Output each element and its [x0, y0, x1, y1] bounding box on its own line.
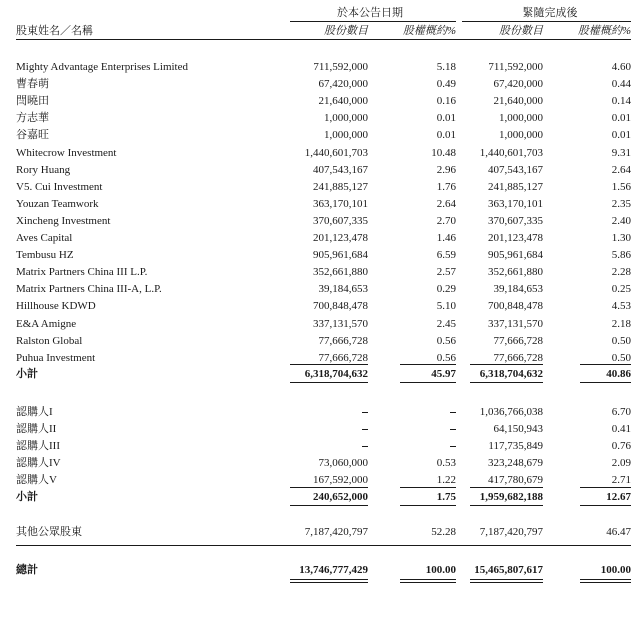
row-pct-1: 0.49	[436, 78, 456, 91]
row-shares-1: 700,848,478	[313, 300, 368, 313]
row-name: Xincheng Investment	[16, 214, 111, 227]
row-name: Aves Capital	[16, 232, 73, 244]
row-shares-2: 67,420,000	[493, 78, 543, 91]
row-pct-2: 4.53	[611, 300, 631, 313]
header-group-after-completion: 緊隨完成後	[522, 7, 578, 19]
subtotal2-rule	[470, 487, 543, 488]
row-name: Puhua Investment	[16, 351, 96, 364]
total-top-rule	[16, 545, 631, 546]
row-shares-1: 1,440,601,703	[304, 146, 368, 159]
row-pct-2: 1.56	[611, 180, 631, 193]
row-pct-2: 0.50	[611, 334, 631, 347]
subtotal1-shares-2: 6,318,704,632	[479, 368, 543, 380]
row-pct-1: 0.53	[436, 457, 456, 469]
row-shares-1: 21,640,000	[318, 95, 368, 108]
row-pct-2: 0.41	[611, 423, 631, 435]
row-name: 認購人I	[16, 406, 53, 418]
row-shares-2: 77,666,728	[493, 334, 543, 347]
row-name: 認購人III	[16, 440, 60, 452]
row-pct-1: 2.70	[436, 214, 456, 227]
subtotal2-bottom-rule	[470, 505, 543, 506]
row-shares-2: 711,592,000	[488, 61, 543, 73]
subtotal1-label: 小計	[16, 368, 38, 380]
subtotal2-rule	[400, 487, 456, 488]
total-double-rule	[580, 582, 631, 583]
row-pct-1: 5.10	[436, 300, 456, 313]
row-name: 認購人IV	[16, 457, 61, 469]
row-name: 谷嘉旺	[16, 129, 49, 142]
row-pct-1: 0.01	[436, 112, 456, 125]
row-shares-2: 363,170,101	[488, 197, 543, 210]
subtotal1-rule	[290, 364, 368, 365]
row-name: Mighty Advantage Enterprises Limited	[16, 61, 188, 73]
row-pct-1: 1.76	[436, 180, 456, 193]
row-pct-1: 2.45	[436, 317, 456, 330]
row-shares-2: 21,640,000	[493, 95, 543, 108]
total-double-rule	[400, 582, 456, 583]
subtotal2-pct-2: 12.67	[606, 491, 631, 503]
subtotal1-rule	[470, 364, 543, 365]
row-shares-1: 370,607,335	[313, 214, 368, 227]
row-shares-2: 64,150,943	[493, 423, 543, 435]
row-shares-1: 201,123,478	[313, 232, 368, 244]
dash-icon	[450, 446, 456, 447]
row-shares-1	[270, 439, 368, 453]
public-pct-2: 46.47	[606, 526, 631, 538]
row-shares-1: 352,661,880	[313, 266, 368, 279]
subtotal1-bottom-rule	[470, 382, 543, 383]
row-pct-2: 0.25	[611, 283, 631, 296]
total-pct-2: 100.00	[600, 564, 631, 576]
row-name: V5. Cui Investment	[16, 180, 103, 193]
header-bottom-rule	[16, 39, 631, 40]
row-shares-1: 39,184,653	[318, 283, 368, 296]
row-shares-2: 417,780,679	[488, 474, 543, 486]
row-shares-2: 117,735,849	[488, 440, 543, 452]
row-pct-2: 0.76	[611, 440, 631, 452]
row-shares-1	[270, 405, 368, 419]
header-shares-2: 股份數目	[499, 25, 543, 37]
row-shares-2: 1,000,000	[499, 112, 543, 125]
row-pct-1: 0.29	[436, 283, 456, 296]
subtotal2-label: 小計	[16, 491, 38, 503]
row-shares-1: 905,961,684	[313, 249, 368, 262]
row-shares-2: 700,848,478	[488, 300, 543, 313]
row-name: Youzan Teamwork	[16, 197, 99, 210]
header-underline-2	[462, 21, 631, 22]
row-pct-1: 2.64	[436, 197, 456, 210]
row-name: 認購人V	[16, 474, 57, 486]
row-pct-2: 6.70	[611, 406, 631, 418]
total-double-rule	[470, 582, 543, 583]
row-shares-2: 323,248,679	[488, 457, 543, 469]
row-pct-2: 2.18	[611, 317, 631, 330]
row-pct-2: 2.64	[611, 163, 631, 176]
row-shares-2: 241,885,127	[488, 180, 543, 193]
public-shares-1: 7,187,420,797	[304, 526, 368, 538]
row-shares-2: 407,543,167	[488, 163, 543, 176]
row-pct-2: 0.01	[611, 112, 631, 125]
public-shareholders-label: 其他公眾股東	[16, 526, 82, 538]
total-shares-2: 15,465,807,617	[474, 564, 543, 576]
row-pct-2: 9.31	[611, 146, 631, 159]
row-pct-1: 10.48	[431, 146, 456, 159]
subtotal1-pct-2: 40.86	[606, 368, 631, 380]
row-pct-1	[390, 439, 456, 453]
total-double-rule	[400, 579, 456, 580]
header-pct-2: 股權概約%	[577, 25, 631, 37]
row-name: Ralston Global	[16, 334, 83, 347]
row-shares-2: 337,131,570	[488, 317, 543, 330]
dash-icon	[362, 429, 368, 430]
row-pct-2: 5.86	[611, 249, 631, 262]
row-shares-2: 905,961,684	[488, 249, 543, 262]
header-shares-1: 股份數目	[324, 25, 368, 37]
header-underline-1	[290, 21, 456, 22]
row-pct-1: 1.22	[436, 474, 456, 486]
row-shares-1: 1,000,000	[324, 129, 368, 142]
row-shares-2: 370,607,335	[488, 214, 543, 227]
row-pct-2: 0.14	[611, 95, 631, 108]
subtotal1-rule	[580, 364, 631, 365]
row-pct-1: 2.96	[436, 163, 456, 176]
row-shares-1: 77,666,728	[318, 334, 368, 347]
row-pct-1: 0.56	[436, 351, 456, 364]
row-name: 曹春萌	[16, 78, 49, 91]
subtotal2-bottom-rule	[400, 505, 456, 506]
row-shares-1: 77,666,728	[318, 351, 368, 364]
subtotal1-bottom-rule	[580, 382, 631, 383]
row-shares-1: 407,543,167	[313, 163, 368, 176]
row-name: Whitecrow Investment	[16, 146, 117, 159]
header-shareholder-name: 股東姓名／名稱	[16, 25, 93, 37]
row-pct-1: 1.46	[436, 232, 456, 244]
total-double-rule	[470, 579, 543, 580]
dash-icon	[450, 412, 456, 413]
total-label: 總計	[16, 564, 38, 576]
row-name: Hillhouse KDWD	[16, 300, 96, 313]
row-pct-2: 2.40	[611, 214, 631, 227]
row-pct-2: 0.44	[611, 78, 631, 91]
row-pct-1: 5.18	[436, 61, 456, 73]
row-pct-2: 2.71	[611, 474, 631, 486]
subtotal1-shares-1: 6,318,704,632	[304, 368, 368, 380]
row-pct-1	[390, 422, 456, 436]
row-pct-1: 0.01	[436, 129, 456, 142]
header-pct-1: 股權概約%	[402, 25, 456, 37]
subtotal2-bottom-rule	[580, 505, 631, 506]
row-pct-2: 0.50	[611, 351, 631, 364]
row-shares-2: 352,661,880	[488, 266, 543, 279]
total-double-rule	[290, 579, 368, 580]
row-name: 方志華	[16, 112, 49, 125]
subtotal2-shares-2: 1,959,682,188	[479, 491, 543, 503]
subtotal1-bottom-rule	[400, 382, 456, 383]
row-name: E&A Amigne	[16, 317, 77, 330]
subtotal1-bottom-rule	[290, 382, 368, 383]
total-double-rule	[290, 582, 368, 583]
subtotal1-pct-1: 45.97	[431, 368, 456, 380]
row-pct-1: 0.16	[436, 95, 456, 108]
row-shares-1: 337,131,570	[313, 317, 368, 330]
subtotal2-bottom-rule	[290, 505, 368, 506]
row-pct-1: 0.56	[436, 334, 456, 347]
row-shares-1: 67,420,000	[318, 78, 368, 91]
row-shares-2: 77,666,728	[493, 351, 543, 364]
header-group-announcement-date: 於本公告日期	[337, 7, 403, 19]
subtotal2-shares-1: 240,652,000	[313, 491, 368, 503]
total-double-rule	[580, 579, 631, 580]
dash-icon	[362, 446, 368, 447]
subtotal1-rule	[400, 364, 456, 365]
row-pct-1: 6.59	[436, 249, 456, 262]
row-shares-1	[270, 422, 368, 436]
row-pct-1: 2.57	[436, 266, 456, 279]
subtotal2-rule	[290, 487, 368, 488]
row-pct-2: 4.60	[611, 61, 631, 73]
row-name: Tembusu HZ	[16, 249, 74, 262]
row-pct-2: 2.09	[611, 457, 631, 469]
row-shares-2: 1,000,000	[499, 129, 543, 142]
row-name: 閆曉田	[16, 95, 49, 108]
row-pct-2: 2.35	[611, 197, 631, 210]
row-shares-1: 73,060,000	[318, 457, 368, 469]
public-pct-1: 52.28	[431, 526, 456, 538]
row-name: 認購人II	[16, 423, 57, 435]
row-shares-2: 1,036,766,038	[479, 406, 543, 418]
public-shares-2: 7,187,420,797	[479, 526, 543, 538]
row-name: Matrix Partners China III-A, L.P.	[16, 283, 162, 296]
dash-icon	[450, 429, 456, 430]
total-pct-1: 100.00	[425, 564, 456, 576]
subtotal2-rule	[580, 487, 631, 488]
row-shares-1: 363,170,101	[313, 197, 368, 210]
row-shares-1: 167,592,000	[313, 474, 368, 486]
row-shares-1: 1,000,000	[324, 112, 368, 125]
row-pct-2: 2.28	[611, 266, 631, 279]
total-shares-1: 13,746,777,429	[299, 564, 368, 576]
row-shares-2: 201,123,478	[488, 232, 543, 244]
dash-icon	[362, 412, 368, 413]
row-shares-1: 241,885,127	[313, 180, 368, 193]
row-name: Rory Huang	[16, 163, 71, 176]
row-pct-2: 0.01	[611, 129, 631, 142]
row-pct-2: 1.30	[611, 232, 631, 244]
row-pct-1	[390, 405, 456, 419]
subtotal2-pct-1: 1.75	[436, 491, 456, 503]
row-name: Matrix Partners China III L.P.	[16, 266, 148, 279]
row-shares-2: 1,440,601,703	[479, 146, 543, 159]
row-shares-1: 711,592,000	[313, 61, 368, 73]
row-shares-2: 39,184,653	[493, 283, 543, 296]
